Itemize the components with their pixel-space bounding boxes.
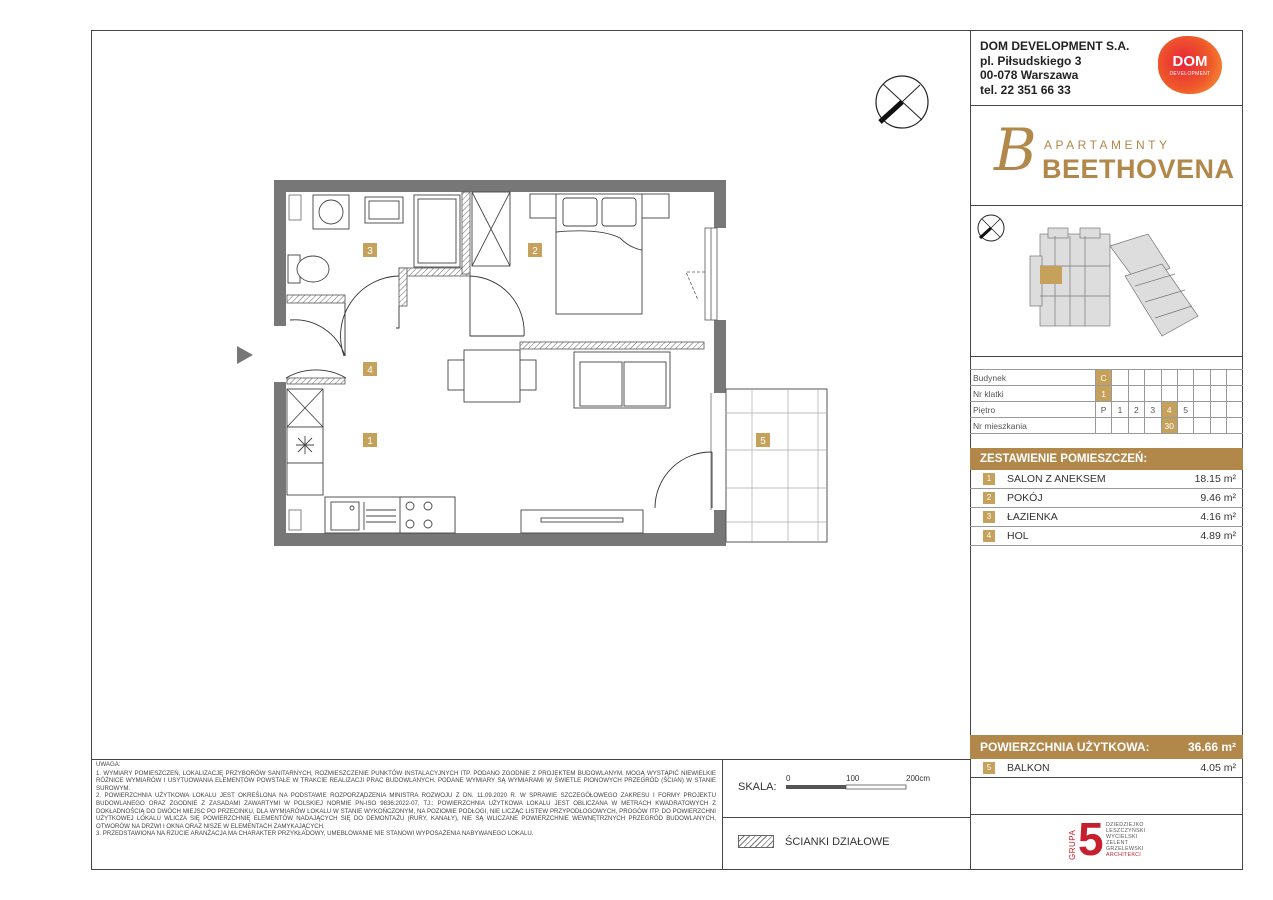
plan-label-1: 1 (367, 436, 373, 447)
scale-tick: 100 (846, 774, 860, 783)
table-cell (1145, 386, 1161, 402)
table-cell: 30 (1161, 418, 1177, 434)
room-row (970, 527, 1243, 546)
company-address2: 00-078 Warszawa (980, 68, 1079, 82)
plan-label-5: 5 (760, 436, 766, 447)
table-cell (1128, 370, 1144, 386)
table-cell: 5 (1177, 402, 1193, 418)
grupa5-word: ZELENT (1106, 840, 1129, 846)
scale-bar (786, 785, 906, 789)
total-area-label: POWIERZCHNIA UŻYTKOWA: (980, 740, 1150, 754)
plan-label-4: 4 (367, 365, 373, 376)
grupa5-word: LESZCZYŃSKI (1106, 828, 1146, 834)
wardrobe (472, 192, 510, 266)
grupa5-word: WYCIELSKI (1106, 834, 1138, 840)
rooms-heading: ZESTAWIENIE POMIESZCZEŃ: (970, 448, 1243, 470)
table-cell (1194, 402, 1210, 418)
room-number: 1 (983, 473, 995, 485)
notes (96, 761, 716, 838)
info-panel (970, 30, 1243, 870)
table-cell (1112, 418, 1128, 434)
company-name: DOM DEVELOPMENT S.A. (980, 39, 1130, 53)
divider (970, 814, 1243, 815)
room-row (970, 508, 1243, 527)
scale-label: SKALA: (738, 781, 777, 793)
room-name: POKÓJ (1007, 492, 1043, 504)
company-address1: pl. Piłsudskiego 3 (980, 53, 1082, 68)
building-key-plan (970, 206, 1243, 356)
key-plan-north-icon (978, 215, 1004, 241)
table-cell (1128, 418, 1144, 434)
kitchen (287, 389, 455, 533)
dining-set (448, 350, 536, 402)
total-area-value: 36.66 m² (1187, 740, 1236, 754)
table-cell (1112, 370, 1128, 386)
brand-logo (994, 116, 1235, 188)
room-area: 4.89 m² (1200, 530, 1236, 542)
room-area: 4.16 m² (1200, 511, 1236, 523)
divider (970, 105, 1243, 106)
table-cell (1194, 418, 1210, 434)
table-row (970, 386, 1243, 402)
balcony-area: 4.05 m² (1200, 762, 1236, 774)
table-cell (1210, 418, 1226, 434)
table-cell (1210, 386, 1226, 402)
row-label: Nr klatki (970, 386, 1095, 402)
bed (530, 194, 669, 314)
balcony (711, 389, 827, 542)
room-row (970, 470, 1243, 489)
table-cell (1112, 386, 1128, 402)
company-info (980, 39, 1129, 97)
dom-logo-sub: DEVELOPMENT (1169, 71, 1211, 77)
room-number: 4 (983, 530, 995, 542)
company-phone: tel. 22 351 66 33 (980, 82, 1071, 97)
row-label: Nr mieszkania (970, 418, 1095, 434)
table-cell (1128, 386, 1144, 402)
grupa5-prefix: GRUPA (1068, 829, 1077, 860)
grupa5-words (1106, 822, 1146, 858)
table-cell (1194, 386, 1210, 402)
table-cell (1161, 386, 1177, 402)
grupa5-word: ARCHITEKCI (1106, 852, 1142, 858)
room-number: 2 (983, 492, 995, 504)
room-row (970, 489, 1243, 508)
row-label: Budynek (970, 370, 1095, 386)
location-table (970, 369, 1243, 434)
window-right (686, 228, 717, 320)
brand-line1: APARTAMENTY (1044, 138, 1171, 152)
note-item: 2. POWIERZCHNIA UŻYTKOWA LOKALU JEST OKREŚLONA NA PODSTAWIE ROZPORZĄDZENIA MINISTRA ROZWOJU Z DN. 11.09.2020 R. W SPRAWIE SZCZEGÓŁOWEGO ZAKRESU I FORMY PROJEKTU BUDOWLANEGO ORAZ ZGODNIE Z ZASADAMI ZAWARTYMI W POLSKIEJ NORMIE PN-ISO 9836:2022-07, TJ.: POWIERZCHNIA UŻYTKOWA LOKALU JEST OBLICZANA W METRACH KWADRATOWYCH Z DOKŁADNOŚCIĄ DO DWÓCH MIEJSC PO PRZECINKU, DLA WYMIARÓW LOKALU W STANIE WYKOŃCZONYM, NA POZIOMIE PODŁOGI, NIE LICZĄC LISTEW PRZYPODŁOGOWYCH, PROGÓW ITP. DO POWIERZCHNI UŻYTKOWEJ LOKALU WLICZA SIĘ POWIERZCHNIĘ ELEMENTÓW NADAJĄCYCH SIĘ DO DEMONTAŻU (RURY, KANAŁY), NIE SĄ WLICZANE POWIERZCHNIE WEWNĘTRZNYCH PRZEGRÓD BUDOWLANYCH, OTWORÓW NA DRZWI I OKNA ORAZ NISZE W ELEMENTACH ZAMYKAJĄCYCH. (96, 792, 716, 830)
divider (970, 356, 1243, 357)
table-cell (1210, 370, 1226, 386)
room-area: 9.46 m² (1200, 492, 1236, 504)
table-cell (1161, 370, 1177, 386)
room-area: 18.15 m² (1194, 473, 1236, 485)
room-name: ŁAZIENKA (1007, 511, 1058, 523)
table-cell (1177, 386, 1193, 402)
table-cell (1227, 370, 1243, 386)
scale-tick: 200cm (906, 774, 931, 783)
grupa5-word: DZIEDZIEJKO (1106, 822, 1144, 828)
total-area (970, 735, 1243, 759)
table-cell: 3 (1145, 402, 1161, 418)
table-row (970, 418, 1243, 434)
notes-heading: UWAGA: (96, 761, 121, 768)
balcony-name: BALKON (1007, 762, 1050, 774)
note-item: 3. PRZEDSTAWIONA NA RZUCIE ARANŻACJA MA CHARAKTER PRZYKŁADOWY, UMEBLOWANIE NIE STANOWI WYPOSAŻENIA NABYWANEGO LOKALU. (96, 830, 534, 838)
tv-cabinet (521, 510, 643, 533)
note-item: 1. WYMIARY POMIESZCZEŃ, LOKALIZACJĘ PRZYBORÓW SANITARNYCH, ROZMIESZCZENIE PUNKTÓW INSTALACYJNYCH ITP. PODANO ZGODNIE Z PROJEKTEM BUDOWLANYM. MOGĄ WYSTĄPIĆ NIEWIELKIE RÓŻNICE WYMIARÓW I USYTUOWANIA ELEMENTÓW POWSTAŁE W TRAKCIE REALIZACJI PRAC BUDOWLANYCH. PODANE WYMIARY SĄ WYMIARAMI W ŚWIETLE PIONOWYCH PRZEGRÓD (ŚCIAN) W STANIE SUROWYM. (96, 769, 716, 792)
entrance-arrow-icon (237, 346, 253, 364)
table-cell (1145, 418, 1161, 434)
table-cell (1145, 370, 1161, 386)
balcony-number: 5 (983, 762, 995, 774)
table-cell (1177, 418, 1193, 434)
grupa5-word: GRZELEWSKI (1106, 846, 1144, 852)
table-cell (1227, 418, 1243, 434)
plan-label-2: 2 (532, 246, 538, 257)
plan-label-3: 3 (367, 246, 373, 257)
table-cell (1095, 418, 1111, 434)
brand-monogram: B (994, 116, 1037, 184)
partition-hatch-swatch (738, 835, 774, 848)
table-cell (1227, 402, 1243, 418)
room-name: HOL (1007, 530, 1029, 542)
table-cell: 2 (1128, 402, 1144, 418)
table-cell: P (1095, 402, 1111, 418)
grupa5-logo (1068, 813, 1158, 865)
sofa (574, 352, 670, 408)
room-name: SALON Z ANEKSEM (1007, 473, 1106, 485)
table-cell: 1 (1095, 386, 1111, 402)
balcony-row (970, 759, 1243, 778)
table-cell: 1 (1112, 402, 1128, 418)
dom-development-logo (1158, 36, 1222, 94)
room-number: 3 (983, 511, 995, 523)
table-cell (1210, 402, 1226, 418)
brand-line2: BEETHOVENA (1042, 154, 1235, 184)
table-row (970, 370, 1243, 386)
table-cell (1177, 370, 1193, 386)
legend-partition-walls: ŚCIANKI DZIAŁOWE (785, 836, 890, 848)
row-label: Piętro (970, 402, 1095, 418)
grupa5-number: 5 (1078, 813, 1104, 865)
dom-logo-text: DOM (1172, 53, 1208, 70)
table-cell: C (1095, 370, 1111, 386)
north-arrow-icon (876, 76, 928, 128)
table-cell (1227, 386, 1243, 402)
scale-tick: 0 (786, 774, 791, 783)
key-plan-apartment-highlight (1040, 266, 1062, 284)
table-cell (1194, 370, 1210, 386)
table-row (970, 402, 1243, 418)
table-cell: 4 (1161, 402, 1177, 418)
